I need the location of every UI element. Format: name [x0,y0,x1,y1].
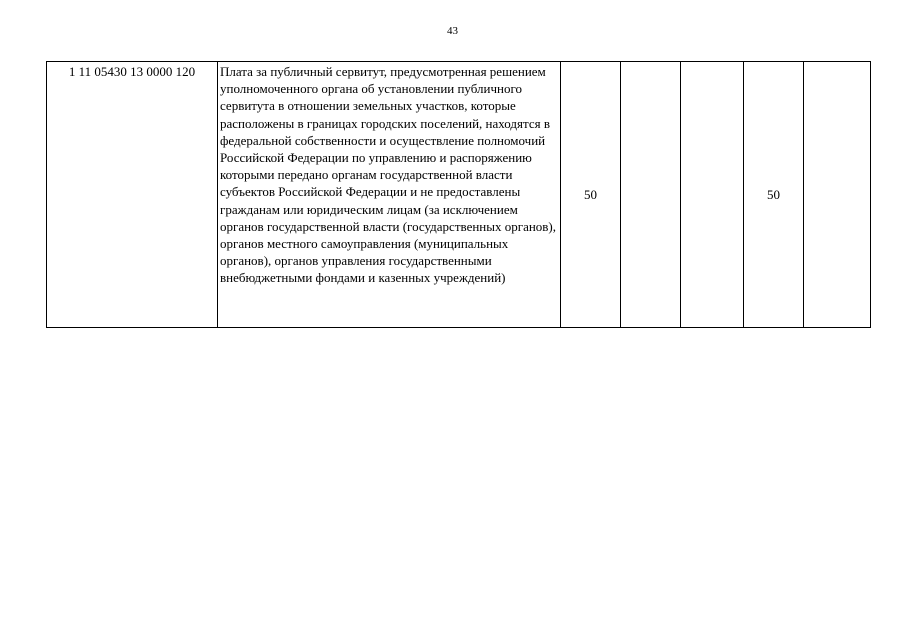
amount-cell-4: 50 [744,62,804,328]
amount-cell-3 [681,62,744,328]
amount-cell-1: 50 [561,62,621,328]
amount-cell-2 [621,62,681,328]
page-number: 43 [447,25,458,37]
revenue-code-cell: 1 11 05430 13 0000 120 [47,62,218,328]
revenue-description-cell: Плата за публичный сервитут, предусмотренная решением уполномоченного органа об установлении публичного сервитута в отношении земельных участков, которые расположены в границах городских поселений, находятся в федеральной собственности и осуществление полномочий Российской Федерации по управлению и распоряжению которыми передано органам государственной власти субъектов Российской Федерации и не предоставлены гражданам или юридическим лицам (за исключением органов государственной власти (государственных органов), органов местного самоуправления (муниципальных органов), органов управления государственными внебюджетными фондами и казенных учреждений) [218,62,561,328]
amount-cell-5 [804,62,871,328]
budget-table [46,61,871,328]
table-row [47,62,871,328]
